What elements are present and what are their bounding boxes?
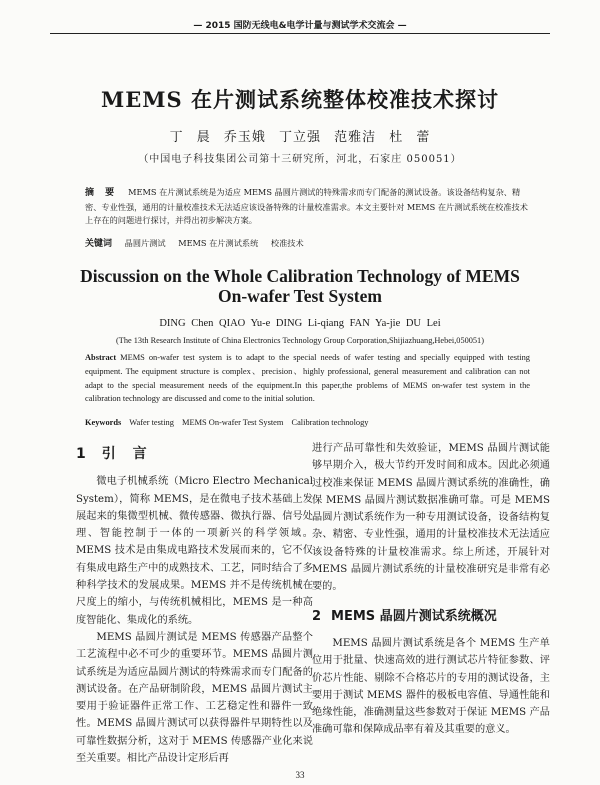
chinese-abstract xyxy=(85,186,530,228)
section-title: 引 言 xyxy=(101,446,153,462)
english-abstract-label: Abstract xyxy=(85,353,117,362)
chinese-keyword: 校准技术 xyxy=(270,238,304,248)
english-title-line: Discussion on the Whole Calibration Technology of MEMS xyxy=(80,266,520,286)
chinese-keywords xyxy=(85,236,314,249)
english-keyword: Calibration technology xyxy=(291,418,369,427)
section-number: 1 xyxy=(76,446,92,462)
english-keywords xyxy=(85,418,375,427)
right-column xyxy=(312,440,550,739)
chinese-keyword: MEMS 在片测试系统 xyxy=(178,238,259,248)
body-paragraph: MEMS 晶圆片测试系统是各个 MEMS 生产单位用于批量、快速高效的进行测试芯片特征参数、评价芯片性能、剔除不合格芯片的专用的测试设备，主要用于测试 MEMS 器件的极板电容值、导通性能和绝缘性能，准确测量这些参数对于保证 MEMS 产品准确可靠和保障成品率有着及其重要的意义。 xyxy=(312,637,550,736)
section-2-heading xyxy=(312,608,550,625)
chinese-abstract-text: MEMS 在片测试系统是为适应 MEMS 晶圆片测试的特殊需求而专门配备的测试设备。该设备结构复杂、精密、专业性强，通用的计量校准技术无法适应该设备特殊的计量校准需求。本文主要针对 MEMS 在片测试系统在校准技术上存在的问题进行探讨，并得出初步解决方案。 xyxy=(85,187,528,225)
english-title-line: On-wafer Test System xyxy=(218,286,382,306)
section-number: 2 xyxy=(312,608,322,624)
chinese-authors: 丁 晨 乔玉娥 丁立强 范雅洁 杜 蕾 xyxy=(169,130,431,145)
english-keywords-label: Keywords xyxy=(85,418,122,427)
body-paragraph: 微电子机械系统（Micro Electro Mechanical System），简称 MEMS，是在微电子技术基础上发展起来的集微型机械、微传感器、微执行器、信号处理、智能控制于一体的一项新兴的科学领域。MEMS 技术是由集成电路技术发展而来的，它不仅有集成电路生产中的成熟技术、工艺，同时结合了多种科学技术的发展成果。MEMS 并不是传统机械在尺度上的缩小，与传统机械相比，MEMS 是一种高度智能化、集成化的系统。 xyxy=(76,476,313,626)
chinese-affiliation: （中国电子科技集团公司第十三研究所，河北，石家庄 050051） xyxy=(138,154,462,165)
english-title xyxy=(0,266,600,306)
english-affiliation: (The 13th Research Institute of China Electronics Technology Group Corporation,Shijiazhuang,Hebei,050051) xyxy=(116,336,484,345)
section-1-heading xyxy=(76,446,313,463)
chinese-abstract-label: 摘 要 xyxy=(85,188,119,198)
body-paragraph: MEMS 晶圆片测试是 MEMS 传感器产品整个工艺流程中必不可少的重要环节。MEMS 晶圆片测试系统是为适应晶圆片测试的特殊需求而专门配备的测试设备。在产品研制阶段，MEMS 晶圆片测试主要用于验证器件正常工作、工艺稳定性和器件一致性。MEMS 晶圆片测试可以获得器件早期特性以及可靠性数据分析，这对于 MEMS 传感器产业化来说至关重要。相比产品设计定形后再 xyxy=(76,631,313,765)
left-column xyxy=(76,440,313,767)
section-title: MEMS 晶圆片测试系统概况 xyxy=(331,608,497,624)
chinese-keywords-label: 关键词 xyxy=(85,239,113,249)
english-authors: DING Chen QIAO Yu-e DING Li-qiang FAN Ya-jie DU Lei xyxy=(159,318,441,329)
chinese-title: MEMS 在片测试系统整体校准技术探讨 xyxy=(101,87,499,112)
page-number: 33 xyxy=(295,770,305,780)
body-paragraph: 进行产品可靠性和失效验证，MEMS 晶圆片测试能够早期介入，极大节约开发时间和成本。因此必须通过校准来保证 MEMS 晶圆片测试系统的准确性，确保 MEMS 晶圆片测试数据准确可靠。可是 MEMS 晶圆片测试系统作为一种专用测试设备，设备结构复杂、精密、专业性强，通用的计量校准技术无法适应该设备特殊的计量校准需求。综上所述，开展针对 MEMS 晶圆片测试系统的计量校准研究是非常有必要的。 xyxy=(312,443,550,593)
english-keyword: MEMS On-wafer Test System xyxy=(182,418,284,427)
english-abstract xyxy=(85,351,530,406)
english-keyword: Wafer testing xyxy=(129,418,174,427)
chinese-keyword: 晶圆片测试 xyxy=(124,238,166,248)
english-abstract-text: MEMS on-wafer test system is to adapt to the special needs of wafer testing and specially equipped with testing equipment. The equipment structure is complex、precision、highly professional, general measurement and calibration can not adapt to the special measurement needs of the equipment.In this paper,the problems of MEMS on-wafer test system in the calibration technology are discussed and come to the initial solution. xyxy=(85,353,530,404)
running-header: — 2015 国防无线电&电学计量与测试学术交流会 — xyxy=(50,18,550,34)
